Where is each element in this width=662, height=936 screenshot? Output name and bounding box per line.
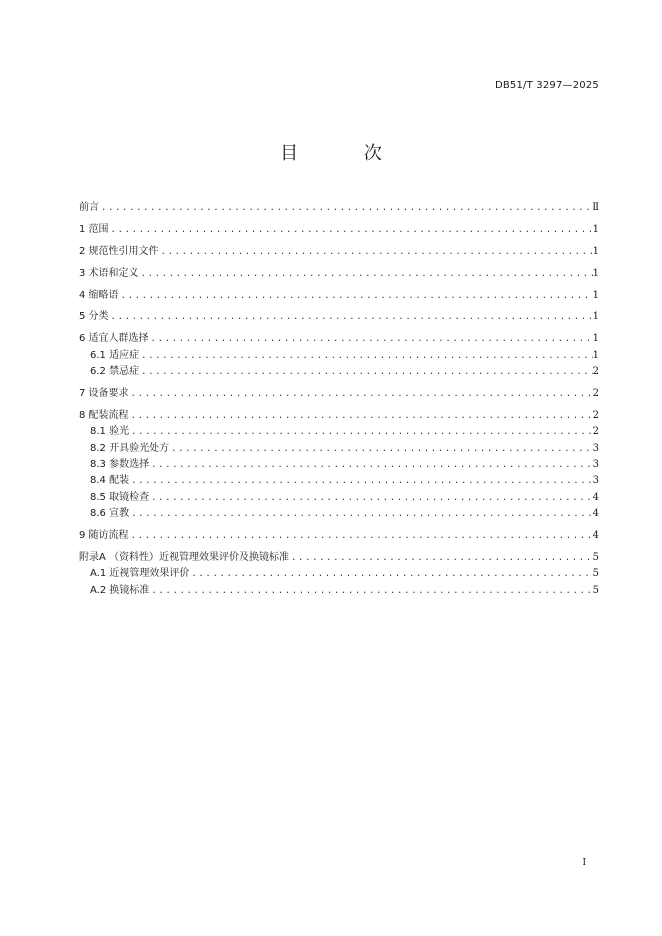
toc-entry-title: 6.1 适应症	[90, 349, 140, 361]
toc-leader-dots	[149, 490, 593, 506]
toc-entry-title: 8.3 参数选择	[90, 459, 150, 471]
toc-entry-page: 2	[592, 426, 599, 438]
toc-entry-title: 9 随访流程	[79, 530, 129, 542]
toc-entry[interactable]	[79, 222, 599, 238]
toc-entry[interactable]	[79, 266, 599, 282]
toc-entry[interactable]	[79, 200, 599, 216]
toc-entry-page: 1	[592, 245, 599, 257]
toc-entry-title: 8.2 开具验光处方	[90, 442, 170, 454]
toc-entry-title: 4 缩略语	[79, 289, 119, 301]
page-number: I	[582, 858, 586, 868]
toc-entry[interactable]	[79, 528, 599, 544]
toc-entry-page: 1	[592, 223, 599, 235]
toc-entry-page: 5	[592, 568, 599, 580]
toc-leader-dots	[149, 331, 593, 347]
toc-entry[interactable]	[79, 473, 599, 489]
toc-entry[interactable]	[79, 550, 599, 566]
toc-entry[interactable]	[79, 441, 599, 457]
toc-leader-dots	[109, 222, 593, 238]
toc-entry-page: 1	[592, 333, 599, 345]
toc-leader-dots	[129, 473, 593, 489]
toc-entry-page: 2	[592, 366, 599, 378]
toc-leader-dots	[129, 528, 593, 544]
toc-entry-title: 8.6 宣教	[90, 508, 130, 520]
toc-entry-title: 3 术语和定义	[79, 267, 139, 279]
toc-entry[interactable]	[79, 386, 599, 402]
toc-leader-dots	[109, 309, 593, 325]
toc-entry[interactable]	[79, 457, 599, 473]
toc-entry-title: 6.2 禁忌症	[90, 366, 140, 378]
toc-entry-page: 2	[592, 409, 599, 421]
toc-entry-page: 4	[592, 491, 599, 503]
toc-leader-dots	[149, 457, 593, 473]
toc-entry-page: 1	[592, 311, 599, 323]
toc-entry-page: 3	[592, 475, 599, 487]
toc-leader-dots	[139, 364, 593, 380]
toc-entry-title: 8 配装流程	[79, 409, 129, 421]
toc-entry-title: A.2 换镜标准	[90, 584, 150, 596]
toc-entry-page: 4	[592, 530, 599, 542]
toc-entry-page: 5	[592, 552, 599, 564]
toc-entry-title: 8.4 配装	[90, 475, 130, 487]
toc-entry[interactable]	[79, 583, 599, 599]
toc-entry-title: 1 范围	[79, 223, 109, 235]
toc-leader-dots	[149, 583, 592, 599]
toc-entry[interactable]	[79, 244, 599, 260]
toc-entry-title: 8.5 取镜检查	[90, 491, 150, 503]
toc-leader-dots	[139, 348, 593, 364]
toc-entry-page: 1	[592, 267, 599, 279]
toc-leader-dots	[129, 424, 593, 440]
toc-entry-title: 附录A （资料性）近视管理效果评价及换镜标准	[79, 552, 290, 564]
toc-entry-page: 3	[592, 459, 599, 471]
toc-leader-dots	[99, 200, 592, 216]
toc-entry-page: 2	[592, 388, 599, 400]
toc-leader-dots	[129, 506, 593, 522]
toc-entry-title: 2 规范性引用文件	[79, 245, 159, 257]
toc-entry[interactable]	[79, 364, 599, 380]
toc-entry-page: 4	[592, 508, 599, 520]
toc-entry[interactable]	[79, 288, 599, 304]
toc-entry-page: 5	[592, 584, 599, 596]
toc-entry-title: 前言	[79, 202, 99, 213]
toc-entry[interactable]	[79, 566, 599, 582]
toc-leader-dots	[119, 288, 593, 304]
table-of-contents	[79, 200, 599, 599]
toc-entry-title: 8.1 验光	[90, 426, 130, 438]
toc-entry[interactable]	[79, 309, 599, 325]
page-title: 目 次	[280, 143, 412, 164]
toc-entry-title: 6 适宜人群选择	[79, 333, 149, 345]
toc-entry[interactable]	[79, 331, 599, 347]
toc-entry-page: 1	[592, 289, 599, 301]
toc-entry-page: 3	[592, 442, 599, 454]
toc-leader-dots	[139, 266, 593, 282]
toc-leader-dots	[159, 244, 593, 260]
toc-leader-dots	[289, 550, 593, 566]
toc-entry[interactable]	[79, 408, 599, 424]
toc-entry[interactable]	[79, 506, 599, 522]
toc-entry-title: A.1 近视管理效果评价	[90, 568, 190, 580]
toc-leader-dots	[129, 408, 593, 424]
toc-entry-title: 5 分类	[79, 311, 109, 323]
toc-leader-dots	[129, 386, 593, 402]
toc-entry[interactable]	[79, 424, 599, 440]
toc-leader-dots	[189, 566, 592, 582]
standard-code: DB51/T 3297—2025	[494, 80, 599, 91]
toc-leader-dots	[169, 441, 593, 457]
toc-entry-title: 7 设备要求	[79, 388, 129, 400]
toc-entry[interactable]	[79, 490, 599, 506]
toc-entry-page: Ⅱ	[592, 202, 599, 213]
toc-entry[interactable]	[79, 348, 599, 364]
toc-entry-page: 1	[592, 349, 599, 361]
